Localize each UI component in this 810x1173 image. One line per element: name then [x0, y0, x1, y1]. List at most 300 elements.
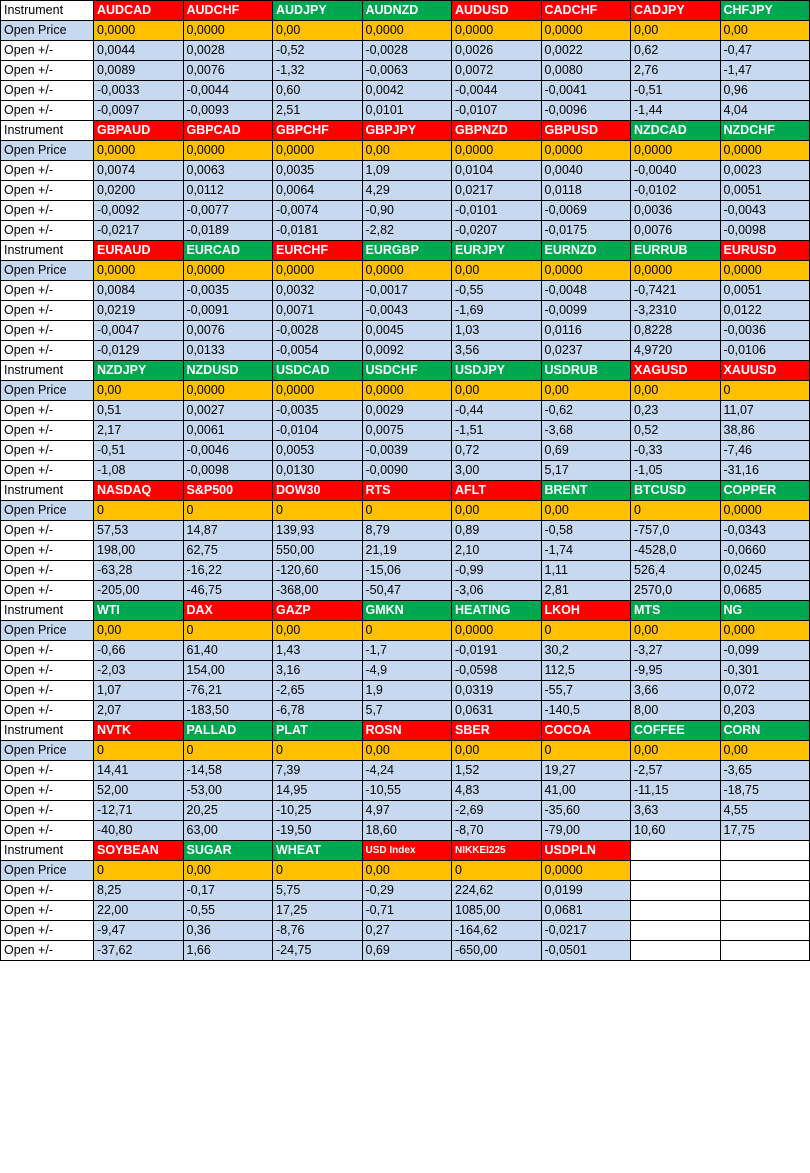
- instrument-cell[interactable]: NZDCAD: [631, 121, 721, 141]
- open-delta-cell[interactable]: -0,0040: [631, 161, 721, 181]
- open-delta-cell[interactable]: 0,51: [94, 401, 184, 421]
- instrument-cell[interactable]: GMKN: [362, 601, 452, 621]
- instrument-cell[interactable]: MTS: [631, 601, 721, 621]
- open-delta-cell[interactable]: -0,0074: [273, 201, 363, 221]
- open-delta-cell[interactable]: 0,0063: [183, 161, 273, 181]
- instrument-cell[interactable]: WHEAT: [273, 841, 363, 861]
- open-price-cell[interactable]: 0,0000: [541, 861, 631, 881]
- open-delta-cell[interactable]: -1,08: [94, 461, 184, 481]
- open-delta-cell[interactable]: -0,0046: [183, 441, 273, 461]
- open-price-cell[interactable]: 0,0000: [720, 141, 810, 161]
- open-delta-cell[interactable]: -50,47: [362, 581, 452, 601]
- open-delta-cell[interactable]: -12,71: [94, 801, 184, 821]
- open-delta-cell[interactable]: 1,66: [183, 941, 273, 961]
- instrument-cell[interactable]: USDCAD: [273, 361, 363, 381]
- open-delta-cell[interactable]: 38,86: [720, 421, 810, 441]
- open-delta-cell[interactable]: -0,0092: [94, 201, 184, 221]
- open-delta-cell[interactable]: -0,0189: [183, 221, 273, 241]
- instrument-cell[interactable]: NZDJPY: [94, 361, 184, 381]
- open-delta-cell[interactable]: 3,63: [631, 801, 721, 821]
- open-delta-cell[interactable]: -1,05: [631, 461, 721, 481]
- open-delta-cell[interactable]: 0,52: [631, 421, 721, 441]
- open-delta-cell[interactable]: -0,0217: [541, 921, 631, 941]
- open-delta-cell[interactable]: 112,5: [541, 661, 631, 681]
- open-price-cell[interactable]: 0: [94, 861, 184, 881]
- open-delta-cell[interactable]: 0,0072: [452, 61, 542, 81]
- open-delta-cell[interactable]: 0,0071: [273, 301, 363, 321]
- open-delta-cell[interactable]: -205,00: [94, 581, 184, 601]
- open-delta-cell[interactable]: -0,33: [631, 441, 721, 461]
- open-delta-cell[interactable]: 0,89: [452, 521, 542, 541]
- open-delta-cell[interactable]: 63,00: [183, 821, 273, 841]
- open-price-cell[interactable]: 0,0000: [362, 261, 452, 281]
- open-delta-cell[interactable]: -757,0: [631, 521, 721, 541]
- open-delta-cell[interactable]: 0,0116: [541, 321, 631, 341]
- open-price-cell[interactable]: 0,00: [631, 621, 721, 641]
- open-price-cell[interactable]: 0,0000: [362, 21, 452, 41]
- instrument-cell[interactable]: GBPUSD: [541, 121, 631, 141]
- open-delta-cell[interactable]: 0,0104: [452, 161, 542, 181]
- instrument-cell[interactable]: EURJPY: [452, 241, 542, 261]
- open-delta-cell[interactable]: -0,17: [183, 881, 273, 901]
- instrument-cell[interactable]: USDRUB: [541, 361, 631, 381]
- instrument-cell[interactable]: NASDAQ: [94, 481, 184, 501]
- open-delta-cell[interactable]: -140,5: [541, 701, 631, 721]
- open-delta-cell[interactable]: -1,7: [362, 641, 452, 661]
- open-delta-cell[interactable]: 8,00: [631, 701, 721, 721]
- open-delta-cell[interactable]: 3,56: [452, 341, 542, 361]
- instrument-cell[interactable]: DAX: [183, 601, 273, 621]
- open-delta-cell[interactable]: -0,0097: [94, 101, 184, 121]
- open-delta-cell[interactable]: -6,78: [273, 701, 363, 721]
- instrument-cell[interactable]: AUDNZD: [362, 1, 452, 21]
- open-delta-cell[interactable]: 0,0026: [452, 41, 542, 61]
- open-delta-cell[interactable]: 0,0245: [720, 561, 810, 581]
- open-price-cell[interactable]: 0,00: [94, 381, 184, 401]
- open-delta-cell[interactable]: 0,0045: [362, 321, 452, 341]
- instrument-cell[interactable]: NZDUSD: [183, 361, 273, 381]
- open-delta-cell[interactable]: -2,82: [362, 221, 452, 241]
- open-delta-cell[interactable]: -0,0598: [452, 661, 542, 681]
- open-delta-cell[interactable]: -0,0039: [362, 441, 452, 461]
- open-price-cell[interactable]: 0,00: [631, 21, 721, 41]
- open-delta-cell[interactable]: -0,0035: [273, 401, 363, 421]
- instrument-cell[interactable]: SBER: [452, 721, 542, 741]
- open-price-cell[interactable]: 0,0000: [183, 381, 273, 401]
- instrument-cell[interactable]: EURNZD: [541, 241, 631, 261]
- open-delta-cell[interactable]: 0,0061: [183, 421, 273, 441]
- open-delta-cell[interactable]: 550,00: [273, 541, 363, 561]
- open-delta-cell[interactable]: 4,83: [452, 781, 542, 801]
- open-price-cell[interactable]: 0,0000: [541, 21, 631, 41]
- open-delta-cell[interactable]: -0,0343: [720, 521, 810, 541]
- instrument-cell[interactable]: GBPAUD: [94, 121, 184, 141]
- open-delta-cell[interactable]: 0,96: [720, 81, 810, 101]
- open-delta-cell[interactable]: -0,0106: [720, 341, 810, 361]
- open-delta-cell[interactable]: -3,68: [541, 421, 631, 441]
- open-delta-cell[interactable]: 0,0092: [362, 341, 452, 361]
- open-delta-cell[interactable]: 0,0631: [452, 701, 542, 721]
- instrument-cell[interactable]: USDPLN: [541, 841, 631, 861]
- open-price-cell[interactable]: 0,00: [720, 741, 810, 761]
- open-delta-cell[interactable]: 2,10: [452, 541, 542, 561]
- open-delta-cell[interactable]: 0,0200: [94, 181, 184, 201]
- open-delta-cell[interactable]: -0,0181: [273, 221, 363, 241]
- open-delta-cell[interactable]: 0,0042: [362, 81, 452, 101]
- open-price-cell[interactable]: 0: [183, 741, 273, 761]
- instrument-cell[interactable]: BTCUSD: [631, 481, 721, 501]
- open-delta-cell[interactable]: 0,0076: [631, 221, 721, 241]
- open-delta-cell[interactable]: 4,04: [720, 101, 810, 121]
- open-delta-cell[interactable]: 0,072: [720, 681, 810, 701]
- open-delta-cell[interactable]: 0,0076: [183, 321, 273, 341]
- open-price-cell[interactable]: 0,0000: [183, 261, 273, 281]
- open-delta-cell[interactable]: -0,0101: [452, 201, 542, 221]
- open-price-cell[interactable]: 0: [362, 621, 452, 641]
- open-price-cell[interactable]: 0,0000: [541, 261, 631, 281]
- instrument-cell[interactable]: GBPJPY: [362, 121, 452, 141]
- open-delta-cell[interactable]: -1,74: [541, 541, 631, 561]
- open-delta-cell[interactable]: 8,25: [94, 881, 184, 901]
- open-delta-cell[interactable]: 11,07: [720, 401, 810, 421]
- open-delta-cell[interactable]: 14,95: [273, 781, 363, 801]
- open-price-cell[interactable]: 0,00: [631, 741, 721, 761]
- open-price-cell[interactable]: 0: [720, 381, 810, 401]
- instrument-cell[interactable]: EURGBP: [362, 241, 452, 261]
- instrument-cell[interactable]: ROSN: [362, 721, 452, 741]
- open-delta-cell[interactable]: 1,03: [452, 321, 542, 341]
- open-price-cell[interactable]: 0: [94, 501, 184, 521]
- open-delta-cell[interactable]: 526,4: [631, 561, 721, 581]
- open-delta-cell[interactable]: -4,9: [362, 661, 452, 681]
- open-price-cell[interactable]: 0,00: [273, 621, 363, 641]
- open-delta-cell[interactable]: -164,62: [452, 921, 542, 941]
- open-delta-cell[interactable]: -0,0129: [94, 341, 184, 361]
- open-delta-cell[interactable]: -53,00: [183, 781, 273, 801]
- open-delta-cell[interactable]: -368,00: [273, 581, 363, 601]
- open-delta-cell[interactable]: 0,0028: [183, 41, 273, 61]
- open-delta-cell[interactable]: 0,0064: [273, 181, 363, 201]
- instrument-cell[interactable]: COPPER: [720, 481, 810, 501]
- instrument-cell[interactable]: AUDCAD: [94, 1, 184, 21]
- open-delta-cell[interactable]: 0,0217: [452, 181, 542, 201]
- open-delta-cell[interactable]: -0,0048: [541, 281, 631, 301]
- open-delta-cell[interactable]: 0,0101: [362, 101, 452, 121]
- open-delta-cell[interactable]: -0,0660: [720, 541, 810, 561]
- open-price-cell[interactable]: 0,0000: [720, 261, 810, 281]
- instrument-cell[interactable]: CORN: [720, 721, 810, 741]
- open-price-cell[interactable]: 0: [183, 621, 273, 641]
- open-delta-cell[interactable]: -120,60: [273, 561, 363, 581]
- open-delta-cell[interactable]: 57,53: [94, 521, 184, 541]
- open-delta-cell[interactable]: -0,47: [720, 41, 810, 61]
- open-delta-cell[interactable]: 0,0027: [183, 401, 273, 421]
- open-price-cell[interactable]: 0,0000: [362, 381, 452, 401]
- open-delta-cell[interactable]: 0,0040: [541, 161, 631, 181]
- open-delta-cell[interactable]: -15,06: [362, 561, 452, 581]
- open-price-cell[interactable]: 0: [273, 861, 363, 881]
- open-delta-cell[interactable]: 0,0219: [94, 301, 184, 321]
- open-delta-cell[interactable]: 20,25: [183, 801, 273, 821]
- instrument-cell[interactable]: SOYBEAN: [94, 841, 184, 861]
- open-price-cell[interactable]: 0,00: [452, 741, 542, 761]
- open-delta-cell[interactable]: 5,17: [541, 461, 631, 481]
- open-delta-cell[interactable]: 0,0051: [720, 181, 810, 201]
- open-delta-cell[interactable]: 0,0122: [720, 301, 810, 321]
- open-delta-cell[interactable]: -24,75: [273, 941, 363, 961]
- open-price-cell[interactable]: 0,00: [541, 381, 631, 401]
- open-delta-cell[interactable]: 0,0029: [362, 401, 452, 421]
- open-price-cell[interactable]: 0: [183, 501, 273, 521]
- open-delta-cell[interactable]: 2,51: [273, 101, 363, 121]
- open-delta-cell[interactable]: 139,93: [273, 521, 363, 541]
- open-delta-cell[interactable]: 0,0044: [94, 41, 184, 61]
- open-delta-cell[interactable]: -0,0102: [631, 181, 721, 201]
- open-delta-cell[interactable]: 0,0089: [94, 61, 184, 81]
- open-delta-cell[interactable]: 1,52: [452, 761, 542, 781]
- open-delta-cell[interactable]: 0,36: [183, 921, 273, 941]
- open-delta-cell[interactable]: -55,7: [541, 681, 631, 701]
- open-price-cell[interactable]: 0,00: [452, 381, 542, 401]
- open-delta-cell[interactable]: -0,0175: [541, 221, 631, 241]
- open-price-cell[interactable]: 0: [631, 501, 721, 521]
- open-delta-cell[interactable]: -11,15: [631, 781, 721, 801]
- open-delta-cell[interactable]: 0,0036: [631, 201, 721, 221]
- instrument-cell[interactable]: EURUSD: [720, 241, 810, 261]
- open-delta-cell[interactable]: -0,90: [362, 201, 452, 221]
- open-delta-cell[interactable]: -0,58: [541, 521, 631, 541]
- open-delta-cell[interactable]: -0,0054: [273, 341, 363, 361]
- instrument-cell[interactable]: GBPCAD: [183, 121, 273, 141]
- instrument-cell[interactable]: NZDCHF: [720, 121, 810, 141]
- open-delta-cell[interactable]: -0,71: [362, 901, 452, 921]
- instrument-cell[interactable]: USD Index: [362, 841, 452, 861]
- open-delta-cell[interactable]: 0,0112: [183, 181, 273, 201]
- open-delta-cell[interactable]: -0,0098: [720, 221, 810, 241]
- instrument-cell[interactable]: S&P500: [183, 481, 273, 501]
- open-price-cell[interactable]: 0,00: [362, 141, 452, 161]
- instrument-cell[interactable]: EURCAD: [183, 241, 273, 261]
- open-delta-cell[interactable]: -0,0096: [541, 101, 631, 121]
- open-price-cell[interactable]: 0: [541, 621, 631, 641]
- open-delta-cell[interactable]: 0,0022: [541, 41, 631, 61]
- open-delta-cell[interactable]: 198,00: [94, 541, 184, 561]
- open-delta-cell[interactable]: 0,0053: [273, 441, 363, 461]
- instrument-cell[interactable]: HEATING: [452, 601, 542, 621]
- open-delta-cell[interactable]: -63,28: [94, 561, 184, 581]
- open-delta-cell[interactable]: 154,00: [183, 661, 273, 681]
- open-price-cell[interactable]: 0,00: [452, 501, 542, 521]
- instrument-cell[interactable]: AUDUSD: [452, 1, 542, 21]
- open-delta-cell[interactable]: 30,2: [541, 641, 631, 661]
- instrument-cell[interactable]: PLAT: [273, 721, 363, 741]
- open-delta-cell[interactable]: -0,099: [720, 641, 810, 661]
- open-delta-cell[interactable]: 0,0681: [541, 901, 631, 921]
- open-price-cell[interactable]: 0: [273, 741, 363, 761]
- open-delta-cell[interactable]: -1,69: [452, 301, 542, 321]
- open-delta-cell[interactable]: -0,62: [541, 401, 631, 421]
- instrument-cell[interactable]: AUDJPY: [273, 1, 363, 21]
- open-price-cell[interactable]: 0,00: [273, 21, 363, 41]
- instrument-cell[interactable]: RTS: [362, 481, 452, 501]
- open-delta-cell[interactable]: -4528,0: [631, 541, 721, 561]
- open-delta-cell[interactable]: -10,25: [273, 801, 363, 821]
- open-delta-cell[interactable]: -0,0191: [452, 641, 542, 661]
- open-price-cell[interactable]: 0,0000: [631, 261, 721, 281]
- open-delta-cell[interactable]: -1,32: [273, 61, 363, 81]
- instrument-cell[interactable]: COFFEE: [631, 721, 721, 741]
- open-delta-cell[interactable]: 1,07: [94, 681, 184, 701]
- open-delta-cell[interactable]: 0,0035: [273, 161, 363, 181]
- open-delta-cell[interactable]: 0,69: [362, 941, 452, 961]
- open-price-cell[interactable]: 0,0000: [94, 261, 184, 281]
- instrument-cell[interactable]: XAUUSD: [720, 361, 810, 381]
- open-delta-cell[interactable]: -0,0104: [273, 421, 363, 441]
- open-delta-cell[interactable]: 2,17: [94, 421, 184, 441]
- open-delta-cell[interactable]: -0,0043: [362, 301, 452, 321]
- open-delta-cell[interactable]: -37,62: [94, 941, 184, 961]
- open-price-cell[interactable]: 0: [273, 501, 363, 521]
- open-price-cell[interactable]: 0,00: [720, 21, 810, 41]
- open-delta-cell[interactable]: -4,24: [362, 761, 452, 781]
- open-delta-cell[interactable]: 7,39: [273, 761, 363, 781]
- open-delta-cell[interactable]: -0,44: [452, 401, 542, 421]
- open-delta-cell[interactable]: -0,0017: [362, 281, 452, 301]
- open-delta-cell[interactable]: 3,00: [452, 461, 542, 481]
- open-delta-cell[interactable]: -0,51: [631, 81, 721, 101]
- open-delta-cell[interactable]: -3,65: [720, 761, 810, 781]
- open-price-cell[interactable]: 0,0000: [94, 21, 184, 41]
- open-delta-cell[interactable]: -10,55: [362, 781, 452, 801]
- open-delta-cell[interactable]: -0,0098: [183, 461, 273, 481]
- open-price-cell[interactable]: 0,00: [183, 861, 273, 881]
- open-delta-cell[interactable]: 10,60: [631, 821, 721, 841]
- open-delta-cell[interactable]: -2,69: [452, 801, 542, 821]
- instrument-cell[interactable]: EURAUD: [94, 241, 184, 261]
- instrument-cell[interactable]: AUDCHF: [183, 1, 273, 21]
- open-price-cell[interactable]: 0: [541, 741, 631, 761]
- open-delta-cell[interactable]: -19,50: [273, 821, 363, 841]
- open-price-cell[interactable]: 0,0000: [631, 141, 721, 161]
- open-delta-cell[interactable]: -46,75: [183, 581, 273, 601]
- open-price-cell[interactable]: 0: [452, 861, 542, 881]
- open-delta-cell[interactable]: 4,9720: [631, 341, 721, 361]
- instrument-cell[interactable]: USDCHF: [362, 361, 452, 381]
- open-delta-cell[interactable]: -2,65: [273, 681, 363, 701]
- open-delta-cell[interactable]: -0,0069: [541, 201, 631, 221]
- instrument-cell[interactable]: BRENT: [541, 481, 631, 501]
- open-delta-cell[interactable]: 8,79: [362, 521, 452, 541]
- open-delta-cell[interactable]: 14,87: [183, 521, 273, 541]
- open-delta-cell[interactable]: -0,66: [94, 641, 184, 661]
- open-delta-cell[interactable]: -0,0044: [183, 81, 273, 101]
- open-delta-cell[interactable]: -0,0093: [183, 101, 273, 121]
- open-delta-cell[interactable]: -0,301: [720, 661, 810, 681]
- open-delta-cell[interactable]: 61,40: [183, 641, 273, 661]
- open-delta-cell[interactable]: -8,70: [452, 821, 542, 841]
- open-delta-cell[interactable]: 18,60: [362, 821, 452, 841]
- open-delta-cell[interactable]: 1,11: [541, 561, 631, 581]
- open-delta-cell[interactable]: 0,0118: [541, 181, 631, 201]
- instrument-cell[interactable]: USDJPY: [452, 361, 542, 381]
- open-delta-cell[interactable]: -0,0207: [452, 221, 542, 241]
- open-price-cell[interactable]: 0,0000: [183, 141, 273, 161]
- instrument-cell[interactable]: EURRUB: [631, 241, 721, 261]
- open-delta-cell[interactable]: -2,03: [94, 661, 184, 681]
- open-price-cell[interactable]: 0,000: [720, 621, 810, 641]
- instrument-cell[interactable]: EURCHF: [273, 241, 363, 261]
- open-delta-cell[interactable]: -8,76: [273, 921, 363, 941]
- open-delta-cell[interactable]: -3,27: [631, 641, 721, 661]
- open-price-cell[interactable]: 0: [94, 741, 184, 761]
- open-delta-cell[interactable]: 14,41: [94, 761, 184, 781]
- open-delta-cell[interactable]: 0,0074: [94, 161, 184, 181]
- open-delta-cell[interactable]: 0,69: [541, 441, 631, 461]
- open-delta-cell[interactable]: -0,0035: [183, 281, 273, 301]
- open-delta-cell[interactable]: 0,0685: [720, 581, 810, 601]
- open-delta-cell[interactable]: -0,0043: [720, 201, 810, 221]
- open-delta-cell[interactable]: 0,0075: [362, 421, 452, 441]
- open-delta-cell[interactable]: -3,06: [452, 581, 542, 601]
- open-delta-cell[interactable]: 0,0023: [720, 161, 810, 181]
- instrument-cell[interactable]: CHFJPY: [720, 1, 810, 21]
- open-delta-cell[interactable]: -76,21: [183, 681, 273, 701]
- open-price-cell[interactable]: 0,0000: [273, 381, 363, 401]
- open-price-cell[interactable]: 0,0000: [94, 141, 184, 161]
- open-price-cell[interactable]: 0,0000: [273, 141, 363, 161]
- open-delta-cell[interactable]: 22,00: [94, 901, 184, 921]
- open-delta-cell[interactable]: -183,50: [183, 701, 273, 721]
- open-price-cell[interactable]: 0,00: [362, 861, 452, 881]
- open-delta-cell[interactable]: 17,25: [273, 901, 363, 921]
- open-delta-cell[interactable]: 52,00: [94, 781, 184, 801]
- open-delta-cell[interactable]: -14,58: [183, 761, 273, 781]
- instrument-cell[interactable]: AFLT: [452, 481, 542, 501]
- open-delta-cell[interactable]: -0,0063: [362, 61, 452, 81]
- open-price-cell[interactable]: 0,0000: [720, 501, 810, 521]
- open-delta-cell[interactable]: 2,07: [94, 701, 184, 721]
- instrument-cell[interactable]: WTI: [94, 601, 184, 621]
- open-delta-cell[interactable]: -3,2310: [631, 301, 721, 321]
- open-delta-cell[interactable]: 0,23: [631, 401, 721, 421]
- open-delta-cell[interactable]: 0,0084: [94, 281, 184, 301]
- open-delta-cell[interactable]: 1,9: [362, 681, 452, 701]
- open-price-cell[interactable]: 0,00: [452, 261, 542, 281]
- open-delta-cell[interactable]: 21,19: [362, 541, 452, 561]
- open-delta-cell[interactable]: -0,0099: [541, 301, 631, 321]
- open-price-cell[interactable]: 0: [362, 501, 452, 521]
- open-delta-cell[interactable]: -0,55: [452, 281, 542, 301]
- open-delta-cell[interactable]: 1,09: [362, 161, 452, 181]
- open-price-cell[interactable]: 0,00: [94, 621, 184, 641]
- open-delta-cell[interactable]: -79,00: [541, 821, 631, 841]
- open-price-cell[interactable]: 0,0000: [452, 21, 542, 41]
- open-delta-cell[interactable]: 4,29: [362, 181, 452, 201]
- open-delta-cell[interactable]: 4,55: [720, 801, 810, 821]
- instrument-cell[interactable]: SUGAR: [183, 841, 273, 861]
- open-delta-cell[interactable]: -0,7421: [631, 281, 721, 301]
- open-delta-cell[interactable]: 0,0051: [720, 281, 810, 301]
- open-delta-cell[interactable]: -0,0041: [541, 81, 631, 101]
- open-price-cell[interactable]: 0,0000: [452, 621, 542, 641]
- instrument-cell[interactable]: GBPNZD: [452, 121, 542, 141]
- open-price-cell[interactable]: 0,0000: [183, 21, 273, 41]
- open-delta-cell[interactable]: -0,0107: [452, 101, 542, 121]
- open-delta-cell[interactable]: 1,43: [273, 641, 363, 661]
- open-delta-cell[interactable]: -0,0033: [94, 81, 184, 101]
- open-delta-cell[interactable]: -0,51: [94, 441, 184, 461]
- open-price-cell[interactable]: 0,0000: [541, 141, 631, 161]
